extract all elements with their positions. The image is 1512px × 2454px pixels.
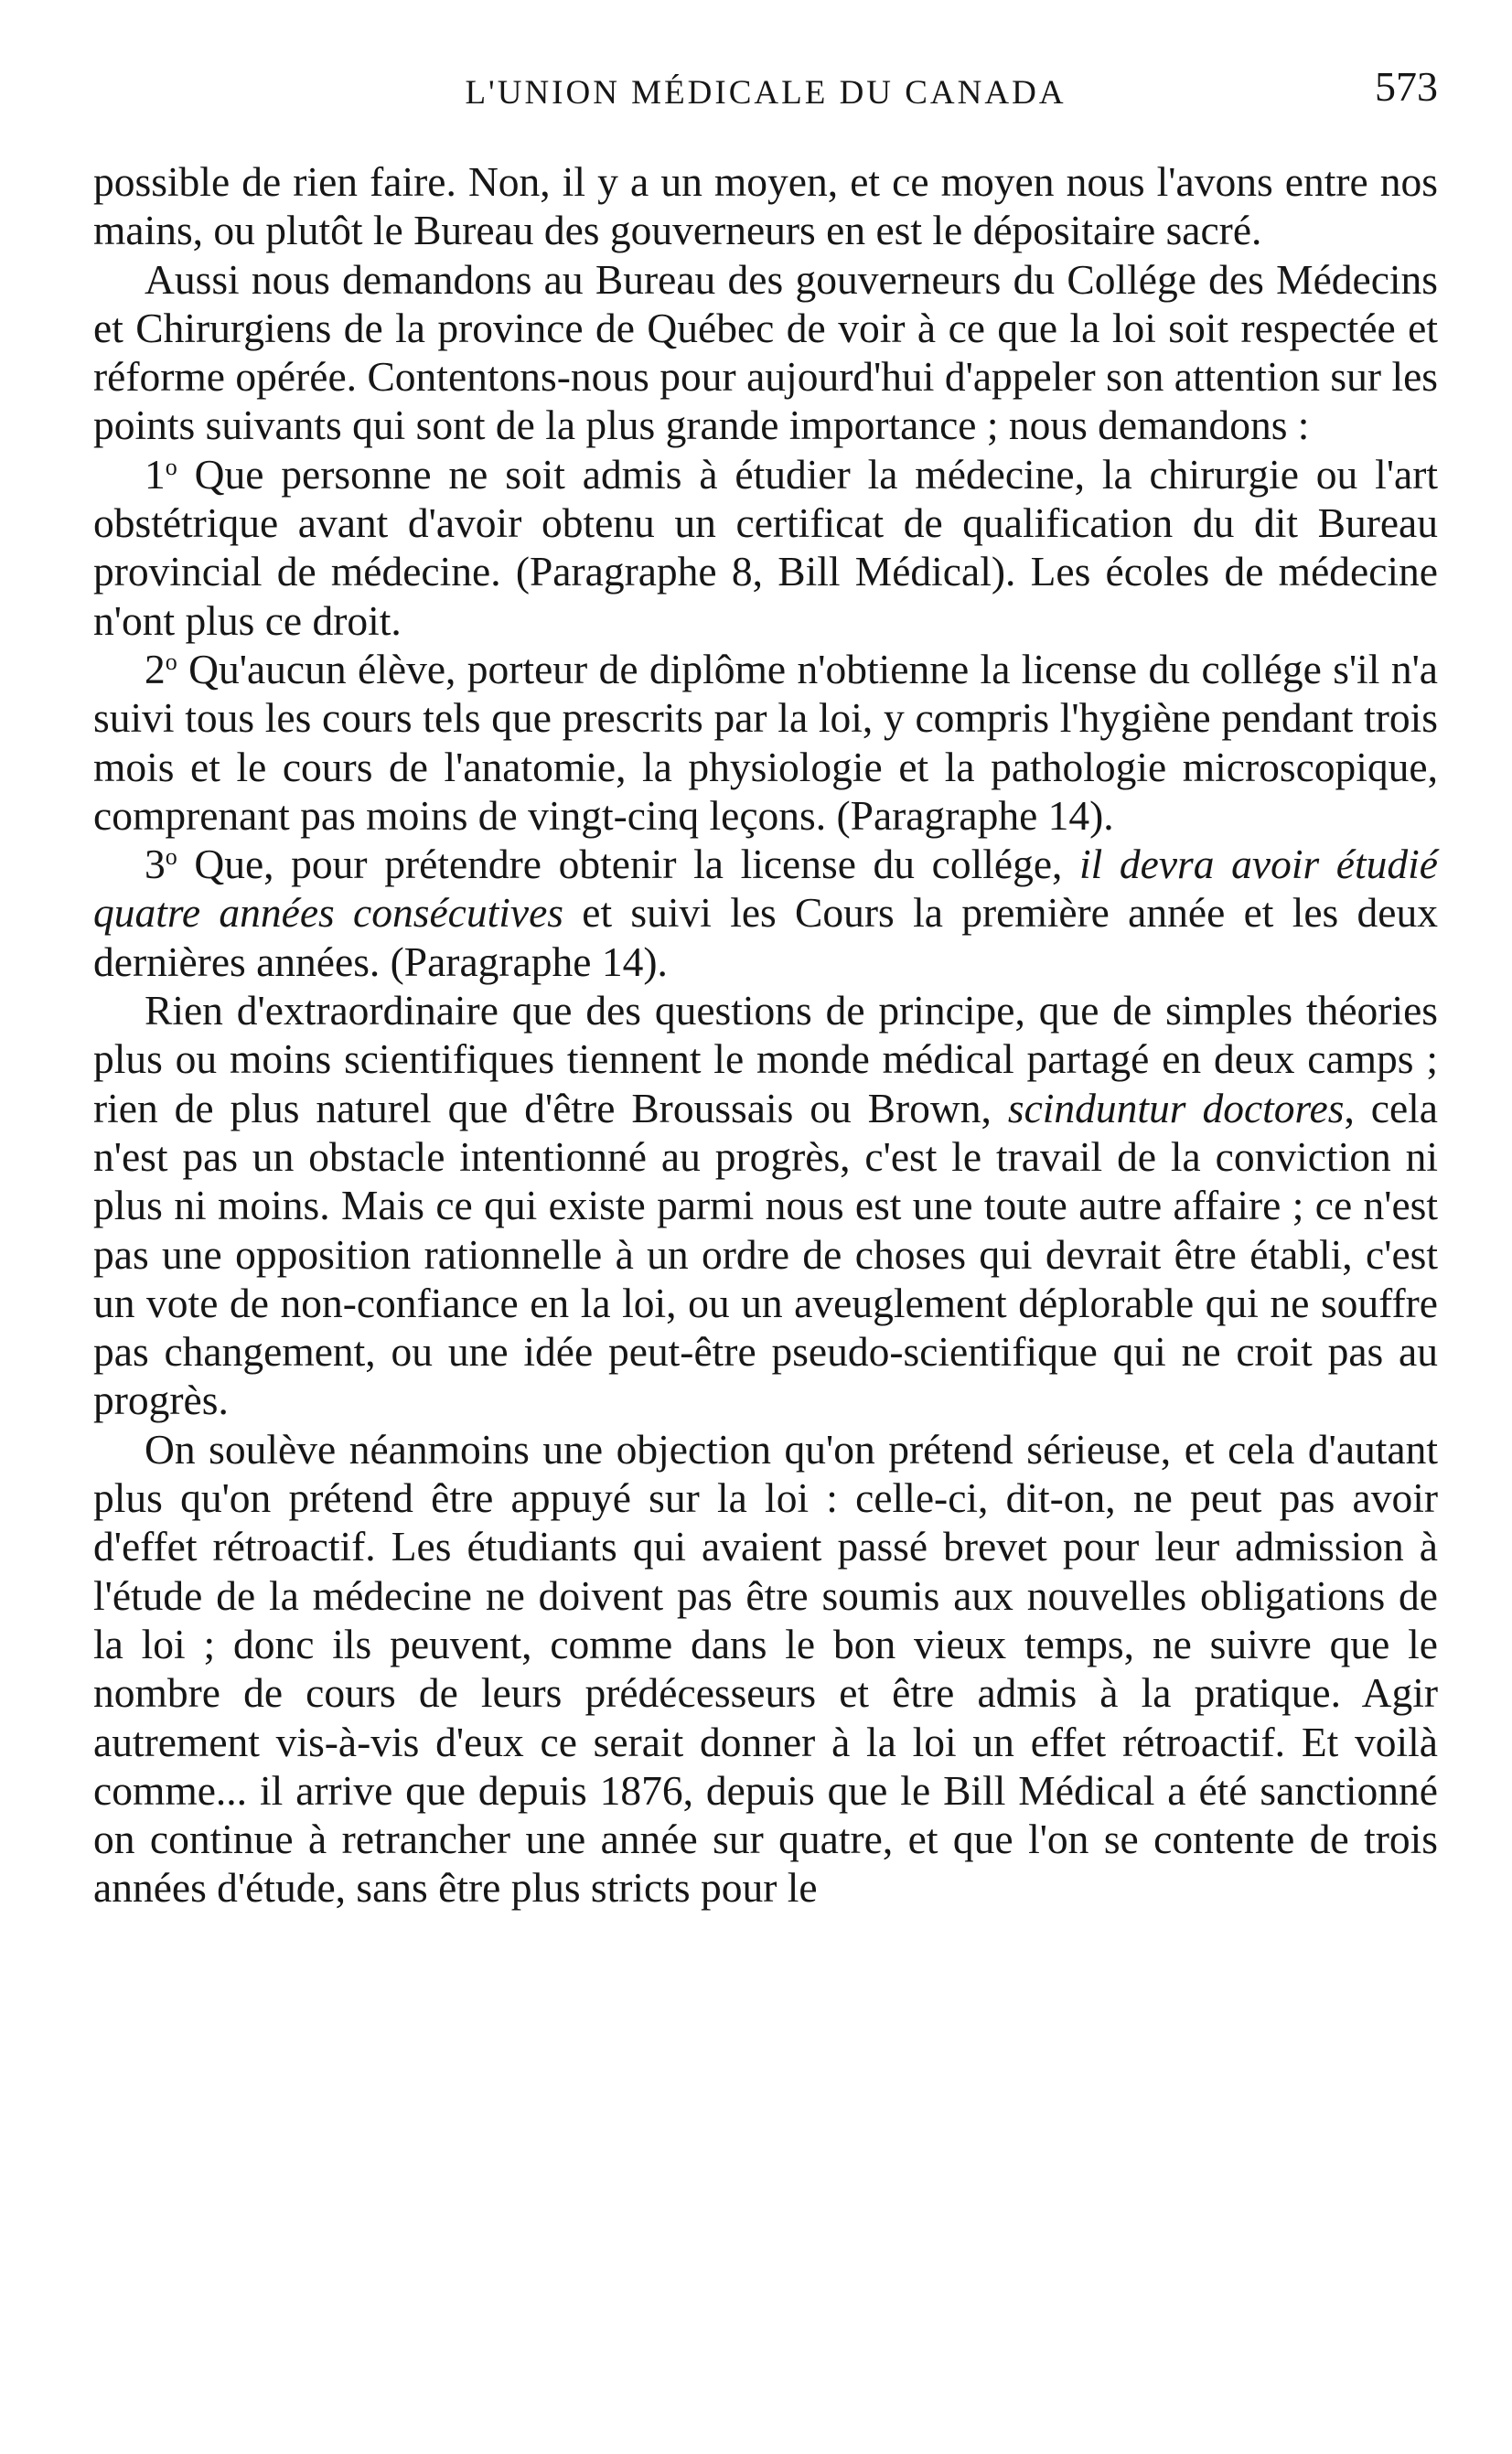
- page-header: [93, 55, 1438, 119]
- ordinal-mark: o: [165, 453, 177, 480]
- paragraph-text: possible de rien faire. Non, il y a un moyen, et ce moyen nous l'avons entre nos mains, ou plutôt le Bureau des gouverneurs en est le dépositaire sacré.: [93, 158, 1438, 254]
- paragraph: [93, 1425, 1438, 1913]
- paragraph-text: Qu'aucun élève, porteur de diplôme n'obtienne la license du collége s'il n'a suivi tous les cours tels que prescrits par la loi, y compris l'hygiène pendant trois mois et le cours de l'anatomie, la physiologie et la pathologie microscopique, comprenant pas moins de vingt-cinq leçons. (Paragraphe 14).: [93, 645, 1439, 839]
- numbered-paragraph: [93, 450, 1438, 645]
- paragraph-text: Aussi nous demandons au Bureau des gouverneurs du Collége des Médecins et Chirurgiens de la province de Québec de voir à ce que la loi soit respectée et réforme opérée. Contentons-nous pour aujourd'hui d'appeler son attention sur les points suivants qui sont de la plus grande importance ; nous demandons :: [93, 255, 1438, 449]
- italic-phrase: scinduntur doctores: [1007, 1084, 1345, 1131]
- paragraph: [93, 986, 1438, 1425]
- paragraph-text: et suivi les Cours la première année et les deux dernières années. (Paragraphe 14).: [93, 889, 1438, 985]
- paragraph: [93, 157, 1438, 255]
- paragraph-text: Rien d'extraordinaire que des questions de principe, que de simples théories plus ou moins scientifiques tiennent le monde médical partagé en deux camps ; rien de plus naturel que d'être Broussais ou Brown,: [93, 987, 1438, 1131]
- paragraph: [93, 255, 1438, 450]
- ordinal-mark: o: [165, 843, 177, 871]
- running-title: L'UNION MÉDICALE DU CANADA: [465, 74, 1067, 112]
- item-number: 2: [145, 645, 166, 692]
- ordinal-mark: o: [165, 648, 177, 675]
- document-page: [93, 55, 1438, 1913]
- item-number: 3: [145, 841, 166, 888]
- numbered-paragraph: [93, 645, 1438, 840]
- italic-phrase: il devra avoir étudié quatre années consécutives: [93, 841, 1438, 937]
- page-number: 573: [1375, 63, 1438, 110]
- paragraph-text: Que personne ne soit admis à étudier la médecine, la chirurgie ou l'art obstétrique avant d'avoir obtenu un certificat de qualification du dit Bureau provincial de médecine. (Paragraphe 8, Bill Médical). Les écoles de médecine n'ont plus ce droit.: [93, 450, 1439, 644]
- body-text: [93, 157, 1438, 1913]
- item-number: 1: [145, 450, 166, 498]
- paragraph-text: On soulève néanmoins une objection qu'on prétend sérieuse, et cela d'autant plus qu'on prétend être appuyé sur la loi : celle-ci, dit-on, ne peut pas avoir d'effet rétroactif. Les étudiants qui avaient passé brevet pour leur admission à l'étude de la médecine ne doivent pas être soumis aux nouvelles obligations de la loi ; donc ils peuvent, comme dans le bon vieux temps, ne suivre que le nombre de cours de leurs prédécesseurs et être admis à la pratique. Agir autrement vis-à-vis d'eux ce serait donner à la loi un effet rétroactif. Et voilà comme... il arrive que depuis 1876, depuis que le Bill Médical a été sanctionné on continue à retrancher une année sur quatre, et que l'on se contente de trois années d'étude, sans être plus stricts pour le: [93, 1425, 1438, 1912]
- numbered-paragraph: [93, 840, 1438, 986]
- paragraph-text: , cela n'est pas un obstacle intentionné au progrès, c'est le travail de la conviction ni plus ni moins. Mais ce qui existe parmi nous est une toute autre affaire ; ce n'est pas une opposition rationnelle à un ordre de choses qui devrait être établi, c'est un vote de non-confiance en la loi, ou un aveuglement déplorable qui ne souffre pas changement, ou une idée peut-être pseudo-scientifique qui ne croit pas au progrès.: [93, 1084, 1438, 1424]
- paragraph-text: Que, pour prétendre obtenir la license du collége,: [194, 841, 1080, 888]
